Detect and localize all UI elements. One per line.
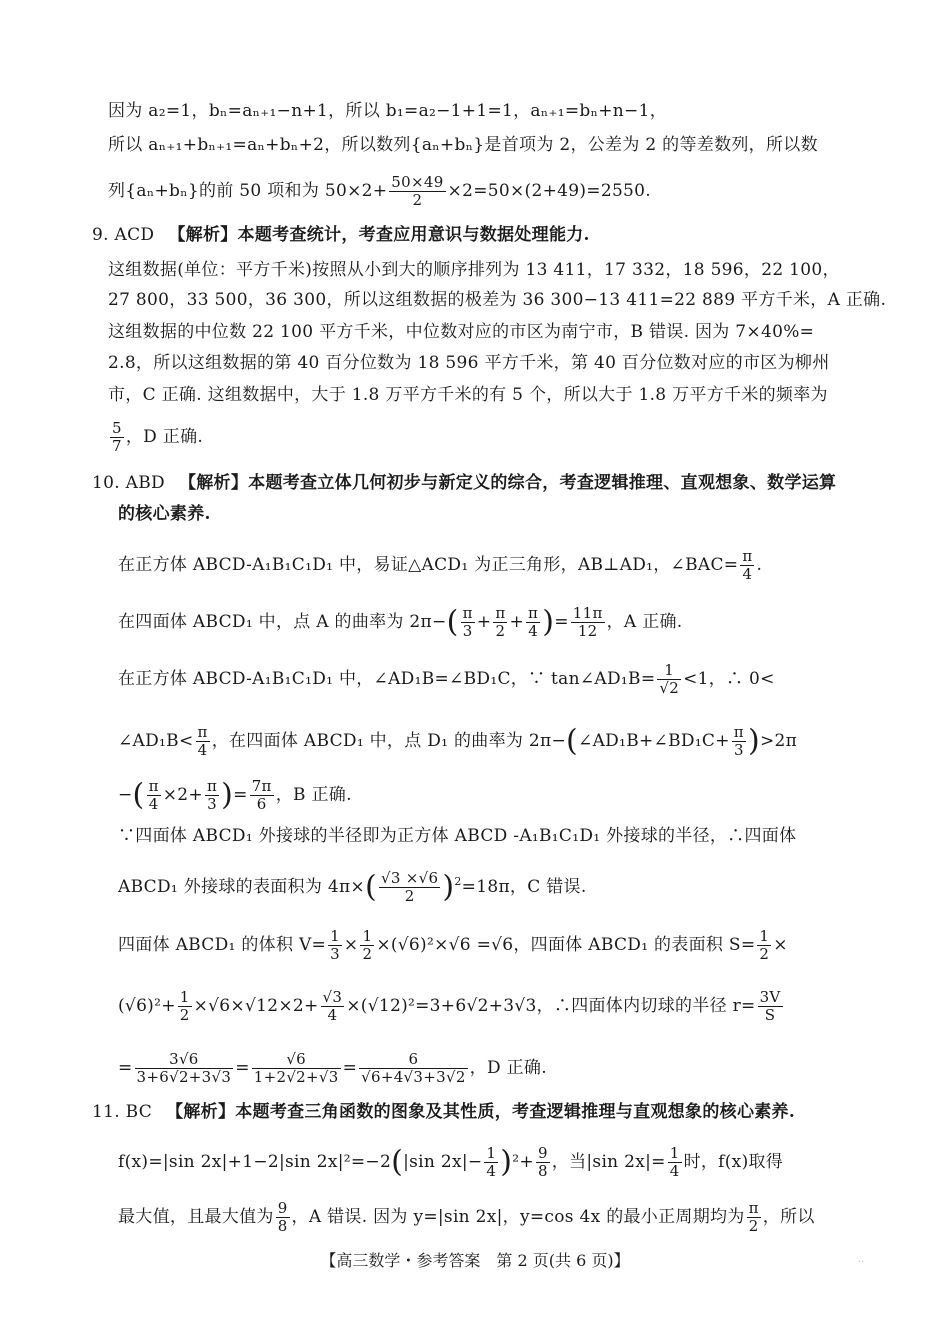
fraction: $\frac{7\pi}{6}$ <box>251 777 272 813</box>
q11-line-2: 最大值，且最大值为 $\frac{9}{8}$ ，A 错误. 因为 y=|sin 2x|，y=cos 4x 的最小正周期均为 $\frac{\pi}{2}$ ，所以 <box>118 1199 815 1235</box>
fraction: $\frac{\pi}{2}$ <box>495 604 506 640</box>
q10-heading: 10. ABD 【解析】本题考查立体几何初步与新定义的综合，考查逻辑推理、直观想象、数学运算 <box>92 473 837 493</box>
fraction: $\frac{6}{√6+4√3+3√2}$ <box>361 1050 466 1086</box>
fraction: $\frac{50\times 49}{2}$ <box>391 173 444 209</box>
q10-line-8: 四面体 ABCD₁ 的体积 V= $\frac{1}{3}$ × $\frac{1}{2}$ ×(√6)²×√6 =√6，四面体 ABCD₁ 的表面积 S= $\frac{1}{2}$ × <box>118 927 788 963</box>
q9-line-2: 27 800，33 500，36 300，所以这组数据的极差为 36 300−13 411=22 889 平方千米，A 正确. <box>108 290 887 310</box>
q9-line-1: 这组数据(单位：平方千米)按照从小到大的顺序排列为 13 411，17 332，18 596，22 100， <box>108 260 840 280</box>
q9-line-5: 市，C 正确. 这组数据中，大于 1.8 万平方千米的有 5 个，所以大于 1.8 万平方千米的频率为 <box>108 385 828 405</box>
fraction: $\frac{1}{3}$ <box>330 927 340 963</box>
fraction: $\frac{3V}{S}$ <box>759 988 781 1024</box>
q9-answer: 9. ACD <box>92 225 155 245</box>
q10-line-10: = $\frac{3√6}{3+6√2+3√3}$ = $\frac{√6}{1+2√2+√3}$ = $\frac{6}{√6+4√3+3√2}$ ，D 正确. <box>118 1050 547 1086</box>
fraction: $\frac{1}{2}$ <box>179 988 190 1024</box>
intro-line-2: 所以 aₙ₊₁+bₙ₊₁=aₙ+bₙ+2，所以数列{aₙ+bₙ}是首项为 2，公差为 2 的等差数列，所以数 <box>108 135 818 155</box>
fraction: $\frac{1}{4}$ <box>486 1144 497 1180</box>
fraction: $\frac{√3 \times√6}{2}$ <box>381 869 439 905</box>
q9-line-4: 2.8，所以这组数据的第 40 百分位数为 18 596 平方千米，第 40 百分位数对应的市区为柳州 <box>108 353 830 373</box>
q10-line-4: ∠AD₁B< $\frac{\pi}{4}$ ，在四面体 ABCD₁ 中，点 D₁ 的曲率为 2π−(∠AD₁B+∠BD₁C+ $\frac{\pi}{3}$ )>2π <box>118 723 798 759</box>
q10-line-3: 在正方体 ABCD-A₁B₁C₁D₁ 中，∠AD₁B=∠BD₁C，∵ tan∠AD₁B= $\frac{1}{√2}$ <1，∴ 0< <box>118 661 775 697</box>
q10-line-6: ∵四面体 ABCD₁ 外接球的半径即为正方体 ABCD -A₁B₁C₁D₁ 外接球的半径，∴四面体 <box>118 826 797 846</box>
fraction: $\frac{√6}{1+2√2+√3}$ <box>253 1050 339 1086</box>
fraction: $\frac{\pi}{4}$ <box>742 547 753 583</box>
q11-answer: 11. BC <box>92 1102 153 1122</box>
fraction: $\frac{3√6}{3+6√2+3√3}$ <box>136 1050 232 1086</box>
fraction: $\frac{\pi}{4}$ <box>197 723 208 759</box>
fraction: $\frac{\pi}{2}$ <box>748 1199 759 1235</box>
q9-line-6: $\frac{5}{7}$ ，D 正确. <box>112 419 204 455</box>
q9-line-3: 这组数据的中位数 22 100 平方千米，中位数对应的市区为南宁市，B 错误. 因为 7×40%= <box>108 322 815 342</box>
intro-line-3: 列{aₙ+bₙ}的前 50 项和为 50×2+ $\frac{50\times 49}{2}$ ×2=50×(2+49)=2550. <box>108 173 651 209</box>
fraction: $\frac{11\pi}{12}$ <box>572 604 603 640</box>
q9-heading: 9. ACD 【解析】本题考查统计，考查应用意识与数据处理能力. <box>92 225 590 245</box>
q10-line-1: 在正方体 ABCD-A₁B₁C₁D₁ 中，易证△ACD₁ 为正三角形，AB⊥AD₁，∠BAC= $\frac{\pi}{4}$ . <box>118 547 763 583</box>
fraction: $\frac{\pi}{3}$ <box>206 777 218 813</box>
page-footer: 【高三数学・参考答案 第 2 页(共 6 页)】 <box>320 1251 630 1270</box>
q11-line-1: f(x)=|sin 2x|+1−2|sin 2x|²=−2(|sin 2x|− $\frac{1}{4}$ )²+ $\frac{9}{8}$ ，当|sin 2x|= $\frac{1}{4}$ 时，f(x)取得 <box>118 1144 784 1180</box>
fraction: $\frac{9}{8}$ <box>277 1199 288 1235</box>
fraction: $\frac{\pi}{4}$ <box>528 604 539 640</box>
fraction: $\frac{\pi}{4}$ <box>148 777 159 813</box>
fraction: $\frac{\pi}{3}$ <box>462 604 473 640</box>
corner-mark: .. <box>858 1254 865 1265</box>
fraction: $\frac{1}{√2}$ <box>659 661 680 697</box>
fraction: $\frac{9}{8}$ <box>537 1144 548 1180</box>
intro-line-1: 因为 a₂=1，bₙ=aₙ₊₁−n+1，所以 b₁=a₂−1+1=1，aₙ₊₁=bₙ+n−1， <box>108 101 668 121</box>
fraction: $\frac{1}{2}$ <box>759 927 770 963</box>
fraction: $\frac{\pi}{3}$ <box>733 723 744 759</box>
q10-heading-cont: 的核心素养. <box>118 504 211 524</box>
fraction: $\frac{1}{4}$ <box>669 1144 680 1180</box>
fraction: $\frac{5}{7}$ <box>112 419 122 455</box>
fraction: $\frac{√3}{4}$ <box>322 988 343 1024</box>
q11-heading: 11. BC 【解析】本题考查三角函数的图象及其性质，考查逻辑推理与直观想象的核心素养. <box>92 1102 796 1122</box>
fraction: $\frac{1}{2}$ <box>362 927 373 963</box>
q10-answer: 10. ABD <box>92 473 165 493</box>
q10-line-2: 在四面体 ABCD₁ 中，点 A 的曲率为 2π−( $\frac{\pi}{3}$ + $\frac{\pi}{2}$ + $\frac{\pi}{4}$ )= $\frac{11\pi}{12}$ ，A 正确. <box>118 604 683 640</box>
q10-line-5: −( $\frac{\pi}{4}$ ×2+ $\frac{\pi}{3}$ )= $\frac{7\pi}{6}$ ，B 正确. <box>118 777 352 813</box>
q10-line-9: (√6)²+ $\frac{1}{2}$ ×√6×√12×2+ $\frac{√3}{4}$ ×(√12)²=3+6√2+3√3，∴四面体内切球的半径 r= $\frac{3V}{S}$ <box>118 988 781 1024</box>
q10-line-7: ABCD₁ 外接球的表面积为 4π×( $\frac{√3 \times√6}{2}$ )$^2$=18π，C 错误. <box>118 869 587 905</box>
